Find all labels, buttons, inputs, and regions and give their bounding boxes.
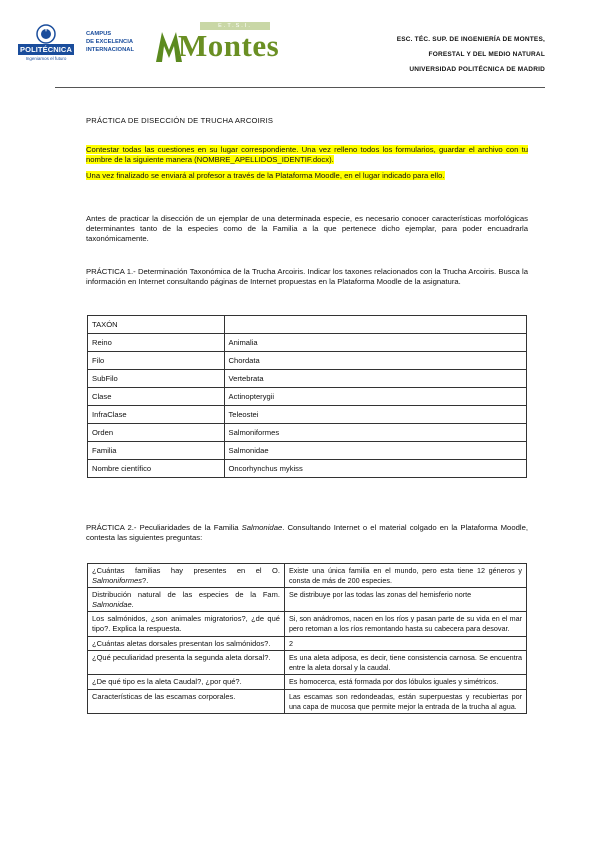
practica-1-text: Determinación Taxonómica de la Trucha Arcoiris. Indicar los taxones relacionados con la Trucha Arcoiris. Busca la información en Internet consultando páginas de Internet propuestas en la Plataforma Moodle de la asignatura. bbox=[86, 267, 528, 286]
table-row bbox=[88, 651, 527, 675]
campus-line: INTERNACIONAL bbox=[86, 47, 134, 53]
table-row bbox=[88, 564, 527, 588]
instruction-paragraph bbox=[86, 171, 528, 181]
question-cell bbox=[88, 588, 285, 612]
table-row bbox=[88, 689, 527, 713]
table-row bbox=[88, 352, 527, 370]
table-row bbox=[88, 370, 527, 388]
question-text: ¿De qué tipo es la aleta Caudal?, ¿por qué?. bbox=[92, 677, 242, 687]
practica-2-text: . Consultando Internet o el material colgado en la Plataforma Moodle, contesta las siguientes preguntas: bbox=[86, 523, 528, 542]
answer-cell[interactable]: Si, son anádromos, nacen en los ríos y pasan parte de su vida en el mar pero retoman a los ríos remontando hasta su cabecera para desovar. bbox=[284, 612, 526, 636]
taxon-name: Clase bbox=[88, 388, 225, 406]
campus-line: DE EXCELENCIA bbox=[86, 39, 134, 45]
table-row bbox=[88, 334, 527, 352]
table-row bbox=[88, 675, 527, 690]
upm-crest-icon bbox=[36, 24, 56, 44]
taxon-value[interactable]: Vertebrata bbox=[224, 370, 527, 388]
practica-1-label: PRÁCTICA 1.- bbox=[86, 267, 136, 276]
question-cell bbox=[88, 675, 285, 690]
taxon-name: SubFilo bbox=[88, 370, 225, 388]
header-divider bbox=[55, 87, 545, 88]
upm-name: POLITÉCNICA bbox=[18, 44, 74, 55]
answer-cell[interactable]: Es una aleta adiposa, es decir, tiene consistencia carnosa. Se encuentra entre la aleta dorsal y la caudal. bbox=[284, 651, 526, 675]
instruction-text: Una vez finalizado se enviará al profesor a través de la Plataforma Moodle, en el lugar indicado para ello. bbox=[86, 171, 445, 180]
taxon-name: Filo bbox=[88, 352, 225, 370]
question-text: ¿Cuántas aletas dorsales presentan los salmónidos?. bbox=[92, 638, 271, 648]
taxon-name: InfraClase bbox=[88, 406, 225, 424]
practica-2-family: Salmonidae bbox=[241, 523, 283, 532]
practica-1-statement bbox=[86, 267, 528, 287]
answer-cell[interactable]: Se distribuye por las todas las zonas del hemisferio norte bbox=[284, 588, 526, 612]
table-row bbox=[88, 388, 527, 406]
question-cell bbox=[88, 651, 285, 675]
question-cell bbox=[88, 689, 285, 713]
question-text: ?. bbox=[142, 575, 149, 585]
instruction-text: Contestar todas las cuestiones en su lugar correspondiente. Una vez relleno todos los formularios, guardar el archivo con tu nombre de la siguiente manera (NOMBRE_APELLIDOS_IDENTIF.docx). bbox=[86, 145, 528, 164]
question-cell bbox=[88, 612, 285, 636]
question-cell bbox=[88, 636, 285, 651]
upm-tagline: Ingeniamos el futuro bbox=[25, 56, 67, 61]
question-text: Distribución natural de las especies de la Fam. bbox=[92, 590, 280, 600]
table-row bbox=[88, 588, 527, 612]
table-row bbox=[88, 636, 527, 651]
table-header-row bbox=[88, 316, 527, 334]
taxon-value[interactable]: Salmonidae bbox=[224, 442, 527, 460]
taxon-value[interactable]: Actinopterygii bbox=[224, 388, 527, 406]
institution-line: UNIVERSIDAD POLITÉCNICA DE MADRID bbox=[409, 66, 545, 73]
taxon-value[interactable]: Animalia bbox=[224, 334, 527, 352]
montes-logo-word: Montes bbox=[178, 28, 280, 63]
table-row bbox=[88, 442, 527, 460]
table-row bbox=[88, 424, 527, 442]
taxon-value[interactable]: Salmoniformes bbox=[224, 424, 527, 442]
question-text: . bbox=[131, 599, 134, 609]
taxon-table bbox=[87, 315, 527, 478]
intro-paragraph: Antes de practicar la disección de un ejemplar de una determinada especie, es necesario conocer características morfológicas determinantes tanto de la especies como de la Familia a la que pertenece dicho ejemplar, para poder encuadrarla taxonómicamente. bbox=[86, 214, 528, 243]
taxon-header: TAXÓN bbox=[88, 316, 225, 334]
practica-2-statement bbox=[86, 523, 528, 543]
campus-excelencia-label bbox=[86, 30, 146, 54]
upm-logo bbox=[18, 24, 74, 68]
page-title: PRÁCTICA DE DISECCIÓN DE TRUCHA ARCOIRIS bbox=[86, 116, 274, 125]
taxon-name: Nombre científico bbox=[88, 460, 225, 478]
taxon-name: Familia bbox=[88, 442, 225, 460]
taxon-value[interactable]: Oncorhynchus mykiss bbox=[224, 460, 527, 478]
instruction-paragraph bbox=[86, 145, 528, 165]
taxon-header-value bbox=[224, 316, 527, 334]
question-text: ¿Qué peculiaridad presenta la segunda aleta dorsal?. bbox=[92, 653, 271, 663]
answer-cell[interactable]: 2 bbox=[284, 636, 526, 651]
question-italic: Salmonidae bbox=[92, 599, 132, 609]
table-row bbox=[88, 612, 527, 636]
question-text: ¿Cuántas familias hay presentes en el O. bbox=[92, 566, 280, 575]
practica-2-text: Peculiaridades de la Familia bbox=[136, 523, 242, 532]
campus-line: CAMPUS bbox=[86, 31, 112, 37]
table-row bbox=[88, 460, 527, 478]
taxon-name: Orden bbox=[88, 424, 225, 442]
question-italic: Salmoniformes bbox=[92, 575, 143, 585]
taxon-value[interactable]: Teleostei bbox=[224, 406, 527, 424]
institution-name bbox=[325, 32, 545, 77]
question-text: Los salmónidos, ¿son animales migratorios?, ¿de qué tipo?. Explica la respuesta. bbox=[92, 614, 280, 633]
table-row bbox=[88, 406, 527, 424]
institution-line: FORESTAL Y DEL MEDIO NATURAL bbox=[428, 51, 545, 58]
answer-cell[interactable]: Existe una única familia en el mundo, pero esta tiene 12 géneros y consta de más de 200 especies. bbox=[284, 564, 526, 588]
question-text: Características de las escamas corporales. bbox=[92, 691, 236, 701]
montes-logo-sub: E.T.S.I. bbox=[200, 22, 270, 30]
institution-line: ESC. TÉC. SUP. DE INGENIERÍA DE MONTES, bbox=[396, 36, 545, 43]
practica-2-label: PRÁCTICA 2.- bbox=[86, 523, 137, 532]
qa-table bbox=[87, 563, 527, 714]
taxon-value[interactable]: Chordata bbox=[224, 352, 527, 370]
question-cell bbox=[88, 564, 285, 588]
answer-cell[interactable]: Es homocerca, está formada por dos lóbulos iguales y simétricos. bbox=[284, 675, 526, 690]
taxon-name: Reino bbox=[88, 334, 225, 352]
answer-cell[interactable]: Las escamas son redondeadas, están superpuestas y recubiertas por una capa de mucosa que permite mejor la entrada de la trucha al agua. bbox=[284, 689, 526, 713]
montes-logo bbox=[154, 22, 280, 72]
